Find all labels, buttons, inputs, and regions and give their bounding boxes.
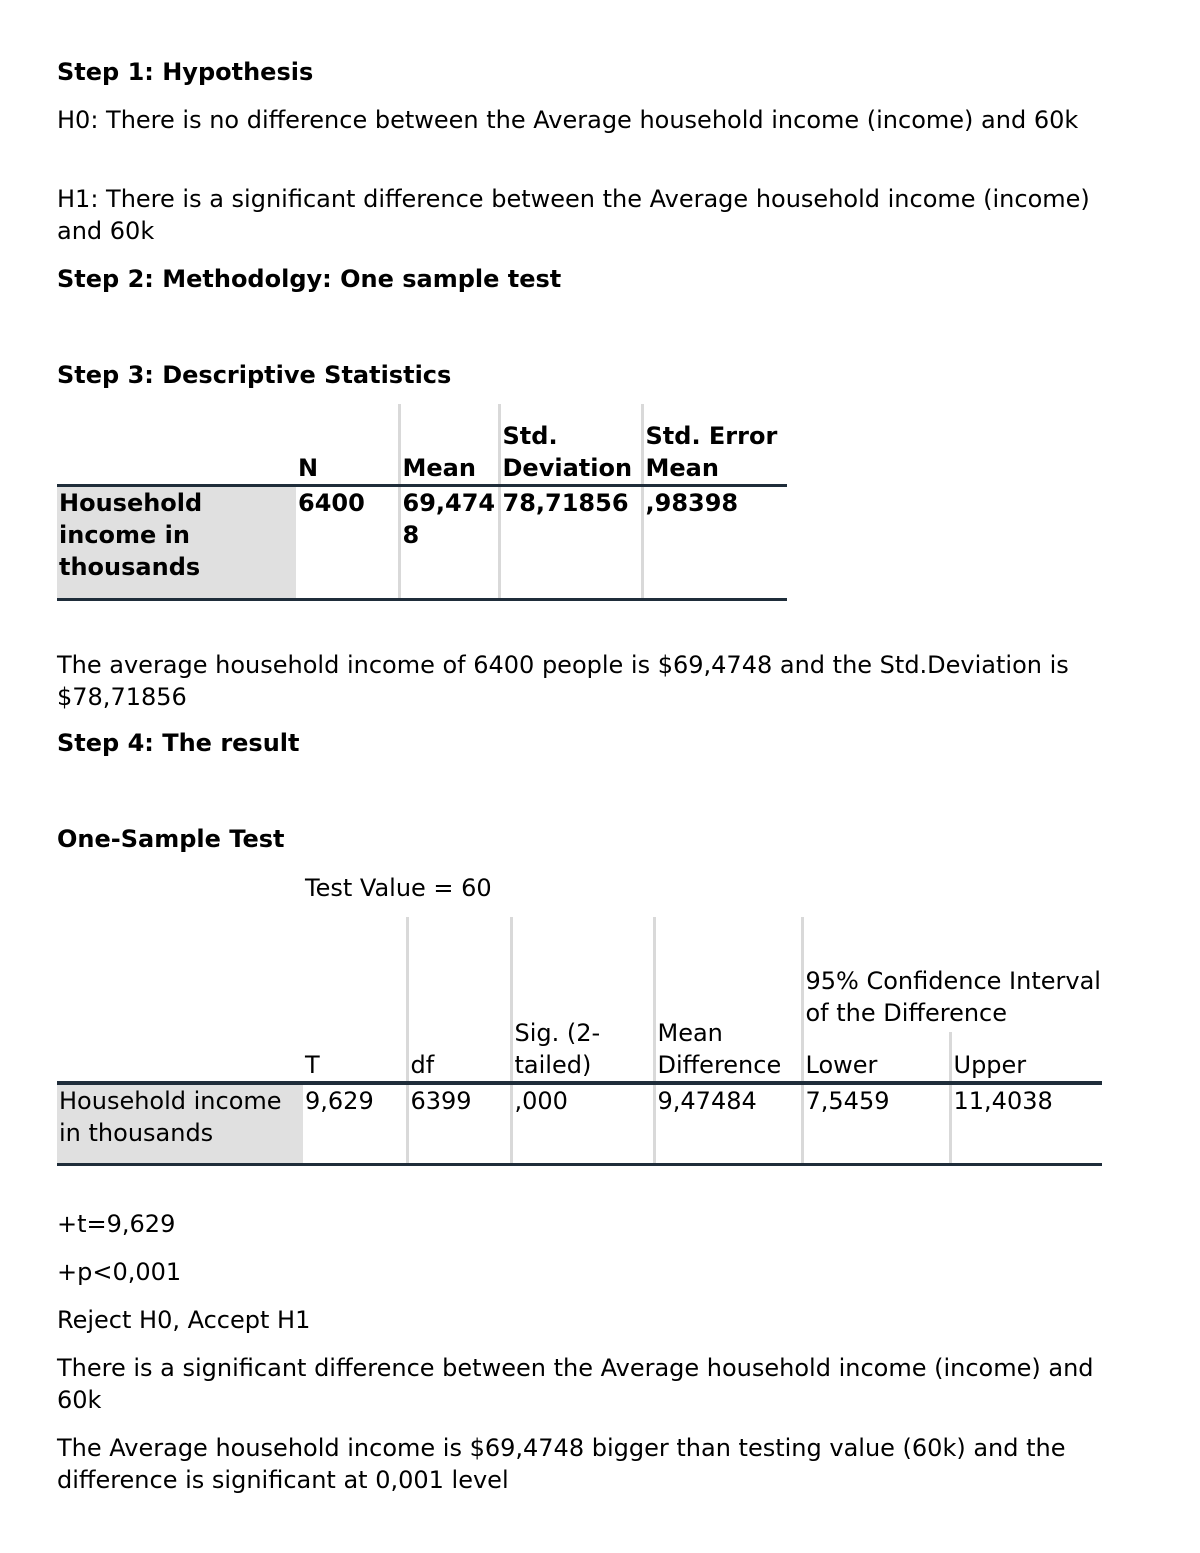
conclusion-significance: There is a significant difference between the Average household income (income) and 60k xyxy=(57,1354,1094,1414)
p-value-line: +p<0,001 xyxy=(57,1258,182,1286)
header-confidence-interval: 95% Confidence Interval of the Difference xyxy=(802,917,1102,1032)
t-statistic-line: +t=9,629 xyxy=(57,1210,176,1238)
cell-df: 6399 xyxy=(407,1083,511,1165)
cell-std-deviation: 78,71856 xyxy=(499,486,642,600)
table-header-row xyxy=(57,917,1102,1032)
cell-mean-difference: 9,47484 xyxy=(654,1083,802,1165)
header-upper: Upper xyxy=(950,1032,1102,1083)
step4-heading: Step 4: The result xyxy=(57,729,300,757)
step1-heading: Step 1: Hypothesis xyxy=(57,58,314,86)
header-empty xyxy=(57,404,296,486)
header-sig: Sig. (2-tailed) xyxy=(511,917,654,1083)
step2-heading: Step 2: Methodolgy: One sample test xyxy=(57,265,562,293)
header-lower: Lower xyxy=(802,1032,950,1083)
descriptive-summary: The average household income of 6400 people is $69,4748 and the Std.Deviation is $78,71856 xyxy=(57,651,1069,711)
cell-lower: 7,5459 xyxy=(802,1083,950,1165)
descriptive-statistics-table xyxy=(57,404,787,601)
step3-heading: Step 3: Descriptive Statistics xyxy=(57,361,452,389)
table-header-row xyxy=(57,404,787,486)
cell-mean: 69,4748 xyxy=(399,486,499,600)
cell-std-error-mean: ,98398 xyxy=(642,486,787,600)
cell-upper: 11,4038 xyxy=(950,1083,1102,1165)
table-row xyxy=(57,1083,1102,1165)
cell-t: 9,629 xyxy=(303,1083,407,1165)
row-label: Household income in thousands xyxy=(57,486,296,600)
decision-line: Reject H0, Accept H1 xyxy=(57,1306,311,1334)
table-row xyxy=(57,486,787,600)
test-value-label: Test Value = 60 xyxy=(305,874,492,902)
header-df: df xyxy=(407,917,511,1083)
header-std-error-mean: Std. Error Mean xyxy=(642,404,787,486)
header-empty xyxy=(57,917,303,1083)
header-mean: Mean xyxy=(399,404,499,486)
conclusion-difference: The Average household income is $69,4748 bigger than testing value (60k) and the difference is significant at 0,001 level xyxy=(57,1434,1066,1494)
hypothesis-h1: H1: There is a significant difference between the Average household income (income) and 60k xyxy=(57,185,1090,245)
header-std-deviation: Std. Deviation xyxy=(499,404,642,486)
one-sample-test-table xyxy=(57,917,1102,1166)
cell-sig: ,000 xyxy=(511,1083,654,1165)
row-label: Household income in thousands xyxy=(57,1083,303,1165)
header-n: N xyxy=(296,404,399,486)
header-t: T xyxy=(303,917,407,1083)
hypothesis-h0: H0: There is no difference between the Average household income (income) and 60k xyxy=(57,106,1079,134)
one-sample-test-title: One-Sample Test xyxy=(57,825,285,853)
cell-n: 6400 xyxy=(296,486,399,600)
header-mean-difference: Mean Difference xyxy=(654,917,802,1083)
